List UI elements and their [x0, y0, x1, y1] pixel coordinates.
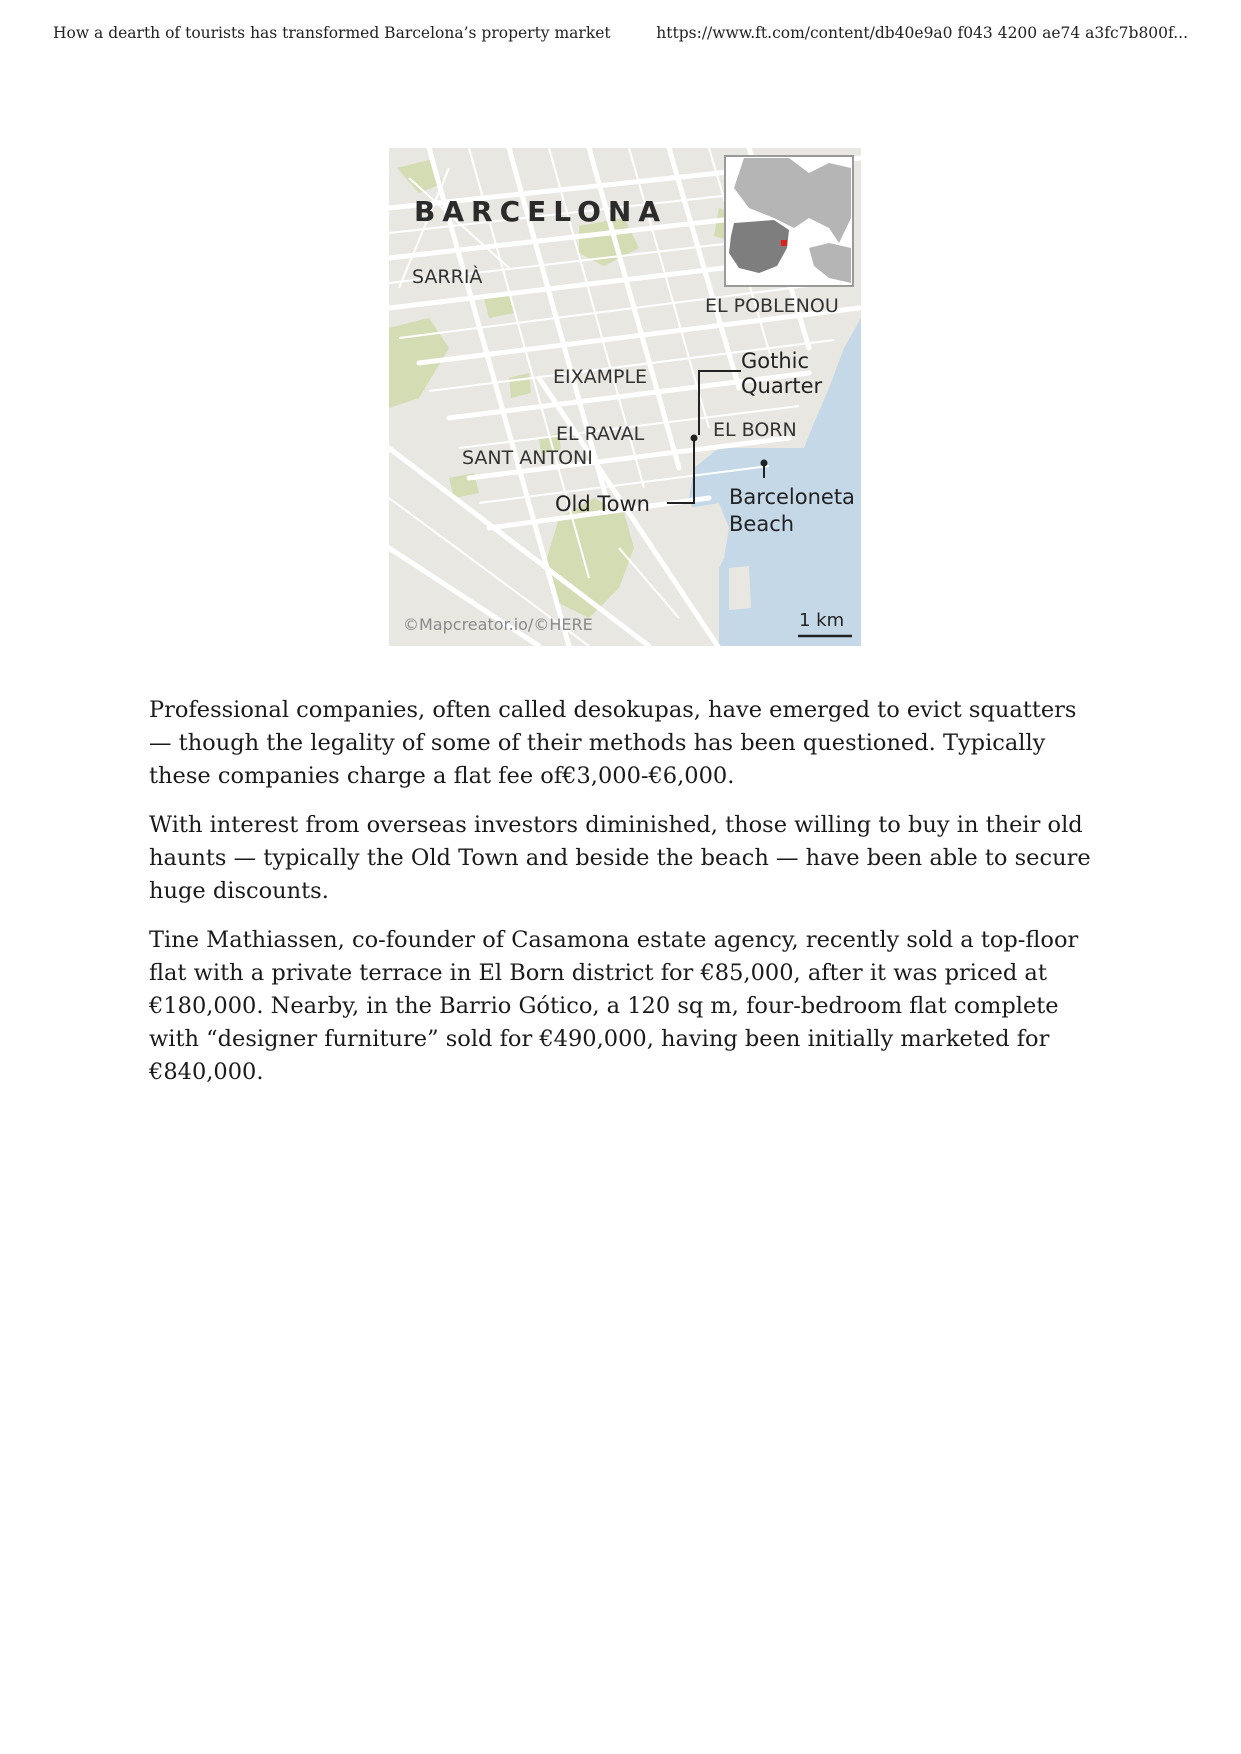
europe-inset-map: [725, 156, 853, 286]
label-el-raval: EL RAVAL: [556, 423, 645, 445]
page-header: [53, 24, 1188, 46]
label-sarria: SARRIÀ: [412, 266, 483, 288]
map-credit: ©Mapcreator.io/©HERE: [403, 615, 593, 634]
label-el-born: EL BORN: [713, 419, 797, 441]
label-eixample: EIXAMPLE: [553, 366, 648, 388]
map-scale-label: 1 km: [799, 610, 845, 631]
el-born-dot: [691, 435, 698, 442]
beach-dot: [761, 460, 768, 467]
label-el-poblenou: EL POBLENOU: [705, 295, 839, 317]
article-url[interactable]: https://www.ft.com/content/db40e9a0 f043 4200 ae74 a3fc7b800f...: [656, 24, 1188, 42]
label-sant-antoni: SANT ANTONI: [462, 447, 593, 469]
article-paragraph: Professional companies, often called desokupas, have emerged to evict squatters — though the legality of some of their methods has been questioned. Typically these companies charge a flat fee of€3,000-€6,000.: [149, 697, 1077, 789]
article-title: How a dearth of tourists has transformed Barcelona’s property market: [53, 24, 611, 42]
barcelona-marker: [781, 240, 787, 246]
map-title: BARCELONA: [414, 195, 667, 228]
article-paragraph: Tine Mathiassen, co-founder of Casamona estate agency, recently sold a top-floor flat with a private terrace in El Born district for €85,000, after it was priced at €180,000. Nearby, in the Barrio Gótico, a 120 sq m, four-bedroom flat complete with “designer furniture” sold for €490,000, having been initially marketed for €840,000.: [149, 927, 1079, 1085]
label-gothic-quarter-1: Gothic: [741, 349, 810, 373]
barcelona-map: [389, 148, 861, 646]
label-gothic-quarter-2: Quarter: [741, 374, 823, 398]
label-old-town: Old Town: [555, 492, 650, 516]
article-paragraph: With interest from overseas investors diminished, those willing to buy in their old haunts — typically the Old Town and beside the beach — have been able to secure huge discounts.: [149, 812, 1091, 904]
label-barceloneta-2: Beach: [729, 512, 795, 536]
article-body: [149, 694, 1099, 1105]
label-barceloneta-1: Barceloneta: [729, 485, 855, 509]
